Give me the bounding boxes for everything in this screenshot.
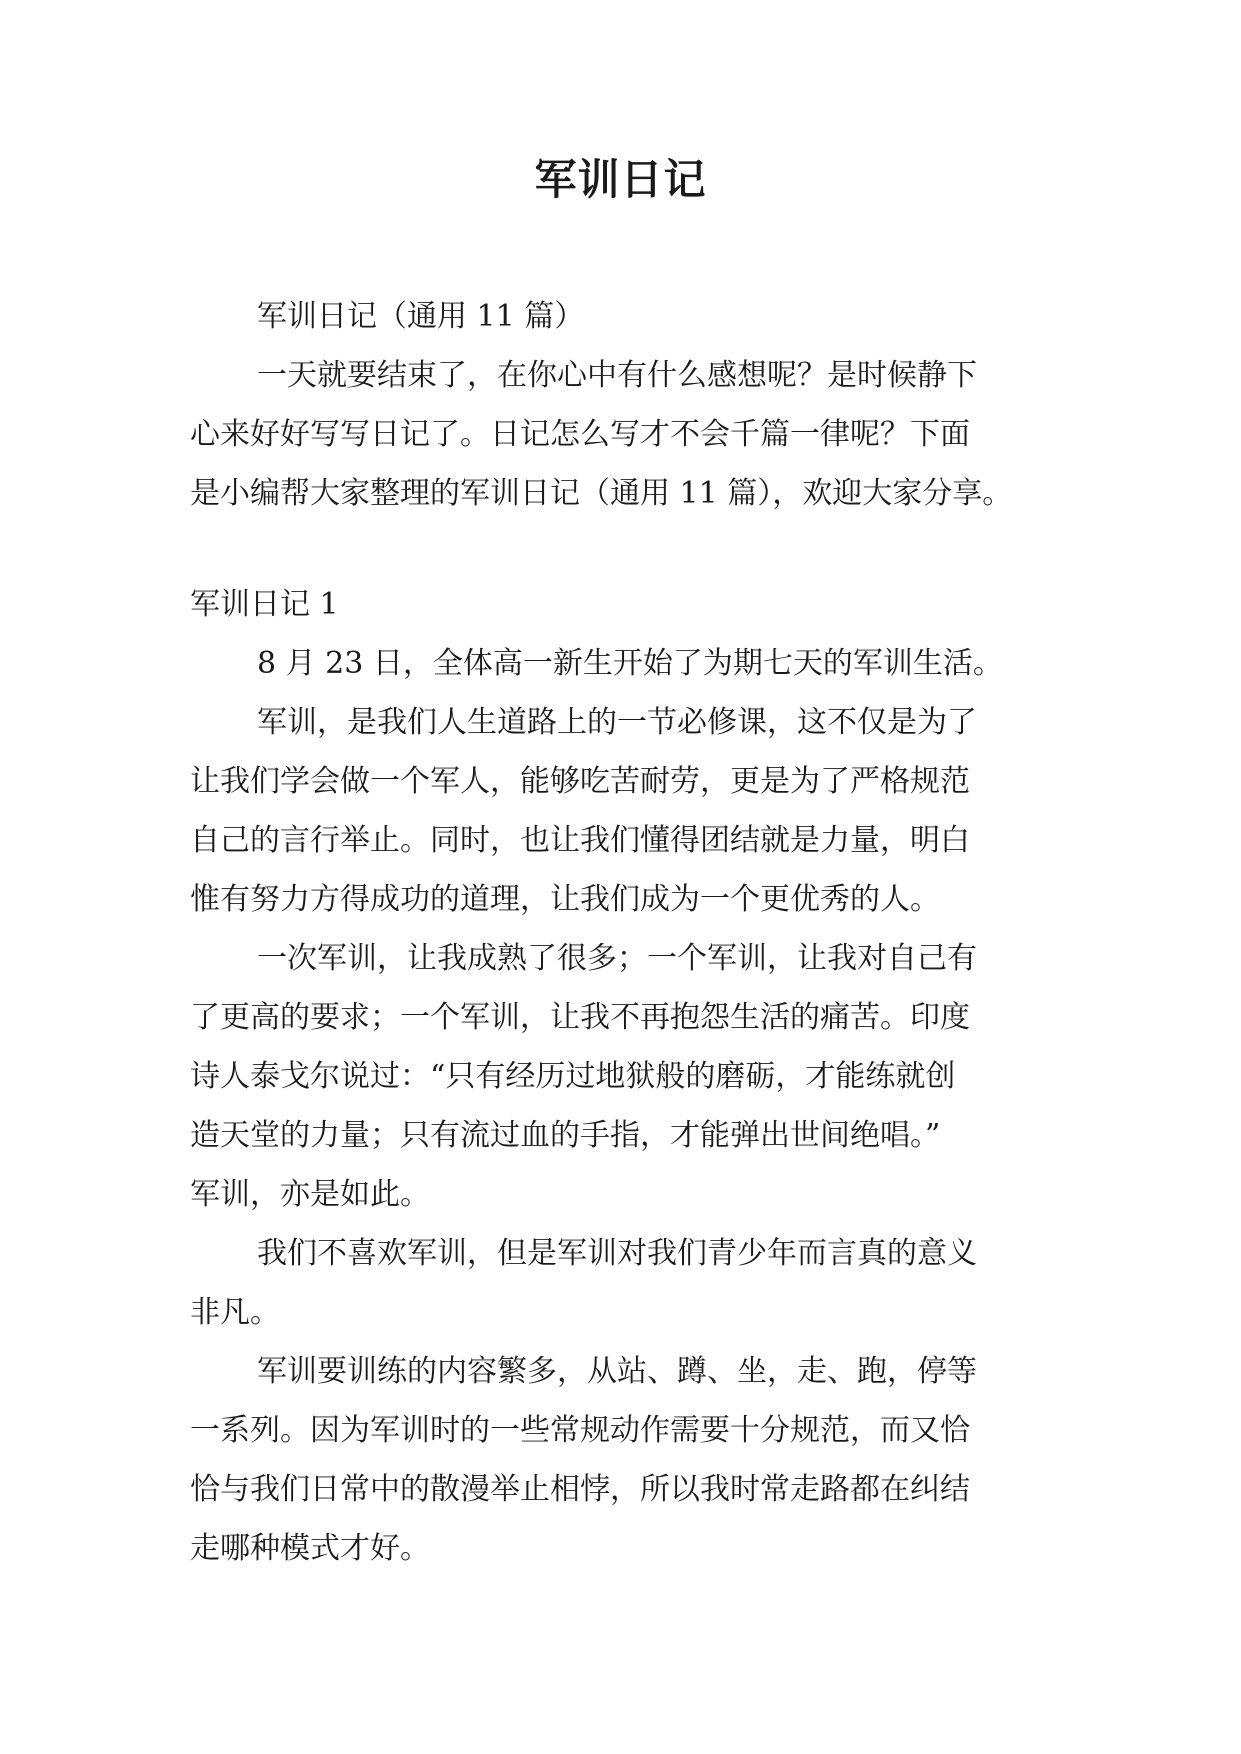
paragraph-line: 让我们学会做一个军人，能够吃苦耐劳，更是为了严格规范 [190, 764, 970, 799]
paragraph-line: 自己的言行举止。同时，也让我们懂得团结就是力量，明白 [190, 823, 970, 858]
paragraph-line: 一系列。因为军训时的一些常规动作需要十分规范，而又恰 [190, 1413, 970, 1448]
paragraph-line: 是小编帮大家整理的军训日记（通用 11 篇），欢迎大家分享。 [190, 476, 1013, 511]
paragraph-line: 8 月 23 日，全体高一新生开始了为期七天的军训生活。 [257, 646, 1003, 681]
paragraph-line: 心来好好写写日记了。日记怎么写才不会千篇一律呢？下面 [190, 417, 970, 452]
paragraph-line: 一天就要结束了，在你心中有什么感想呢？是时候静下 [257, 358, 977, 393]
paragraph-line: 军训，是我们人生道路上的一节必修课，这不仅是为了 [257, 705, 977, 740]
paragraph-line: 一次军训，让我成熟了很多；一个军训，让我对自己有 [257, 941, 977, 976]
document-title: 军训日记 [534, 155, 707, 204]
paragraph-line: 造天堂的力量；只有流过血的手指，才能弹出世间绝唱。” [190, 1118, 941, 1153]
paragraph-line: 走哪种模式才好。 [190, 1531, 430, 1566]
section-heading: 军训日记 1 [190, 587, 339, 622]
paragraph-line: 诗人泰戈尔说过：“只有经历过地狱般的磨砺，才能练就创 [190, 1059, 956, 1094]
paragraph-line: 军训要训练的内容繁多，从站、蹲、坐，走、跑，停等 [257, 1354, 977, 1389]
subtitle-line: 军训日记（通用 11 篇） [257, 299, 585, 334]
paragraph-line: 了更高的要求；一个军训，让我不再抱怨生活的痛苦。印度 [190, 1000, 970, 1035]
paragraph-line: 军训，亦是如此。 [190, 1177, 430, 1212]
paragraph-line: 恰与我们日常中的散漫举止相悖，所以我时常走路都在纠结 [190, 1472, 970, 1507]
paragraph-line: 非凡。 [190, 1295, 280, 1330]
paragraph-line: 我们不喜欢军训，但是军训对我们青少年而言真的意义 [257, 1236, 977, 1271]
paragraph-line: 惟有努力方得成功的道理，让我们成为一个更优秀的人。 [190, 882, 940, 917]
